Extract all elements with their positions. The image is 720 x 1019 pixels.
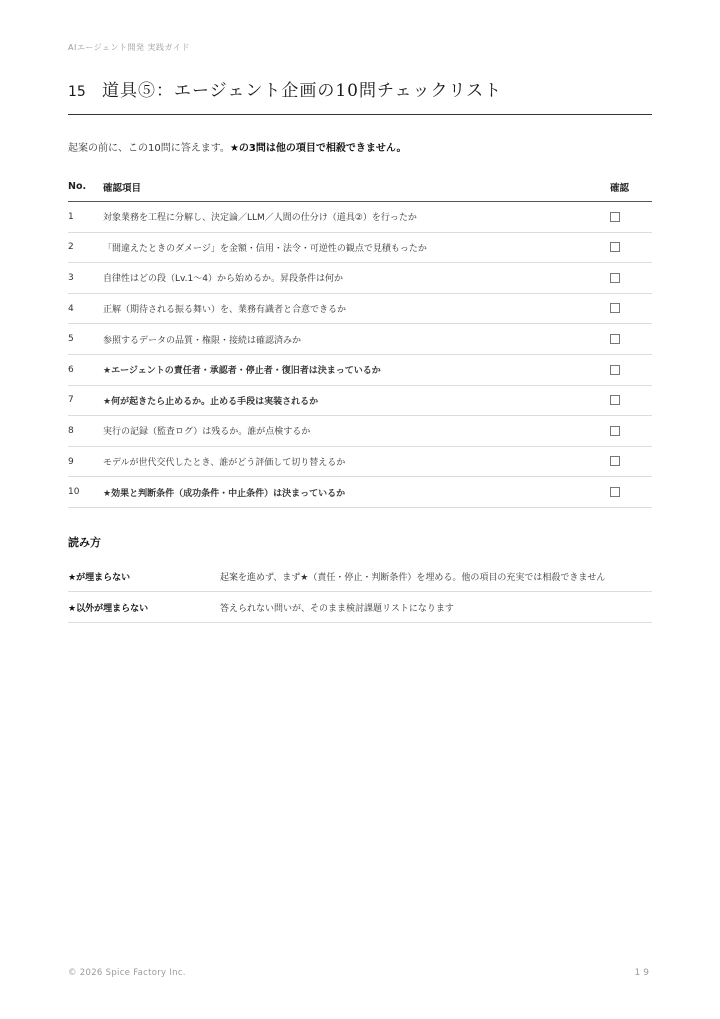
checkbox[interactable] xyxy=(610,303,620,313)
row-question: モデルが世代交代したとき、誰がどう評価して切り替えるか xyxy=(103,446,610,477)
page-title xyxy=(68,76,502,101)
checklist-header-row xyxy=(68,172,652,202)
checklist-row xyxy=(68,202,652,233)
row-checkbox-cell xyxy=(610,477,652,508)
row-question: 対象業務を工程に分解し、決定論／LLM／人間の仕分け（道具②）を行ったか xyxy=(103,202,610,233)
title-divider xyxy=(68,114,652,115)
checkbox[interactable] xyxy=(610,426,620,436)
checklist-table xyxy=(68,172,652,508)
checkbox[interactable] xyxy=(610,242,620,252)
row-question: ★何が起きたら止めるか。止める手段は実装されるか xyxy=(103,385,610,416)
row-checkbox-cell xyxy=(610,385,652,416)
row-checkbox-cell xyxy=(610,416,652,447)
reading-heading: 読み方 xyxy=(68,536,101,549)
row-question: 正解（期待される振る舞い）を、業務有識者と合意できるか xyxy=(103,293,610,324)
checklist-row xyxy=(68,232,652,263)
row-number: 7 xyxy=(68,385,103,416)
chapter-number: 15 xyxy=(68,84,86,100)
reading-row xyxy=(68,561,652,592)
checklist-row xyxy=(68,416,652,447)
row-number: 6 xyxy=(68,354,103,385)
checklist-row xyxy=(68,354,652,385)
row-number: 4 xyxy=(68,293,103,324)
running-header: AIエージェント開発 実践ガイド xyxy=(68,43,190,52)
checklist-row xyxy=(68,385,652,416)
reading-table xyxy=(68,561,652,623)
page-number: 19 xyxy=(634,968,652,978)
reading-key: ★以外が埋まらない xyxy=(68,592,220,623)
col-confirm-header: 確認 xyxy=(610,172,652,202)
row-checkbox-cell xyxy=(610,263,652,294)
checkbox[interactable] xyxy=(610,365,620,375)
checkbox[interactable] xyxy=(610,487,620,497)
checkbox[interactable] xyxy=(610,456,620,466)
row-checkbox-cell xyxy=(610,232,652,263)
row-question: ★効果と判断条件（成功条件・中止条件）は決まっているか xyxy=(103,477,610,508)
row-question: 参照するデータの品質・権限・接続は確認済みか xyxy=(103,324,610,355)
row-question: 「間違えたときのダメージ」を金額・信用・法令・可逆性の観点で見積もったか xyxy=(103,232,610,263)
row-checkbox-cell xyxy=(610,446,652,477)
checklist-row xyxy=(68,293,652,324)
col-no-header: No. xyxy=(68,172,103,202)
checklist-row xyxy=(68,324,652,355)
checkbox[interactable] xyxy=(610,395,620,405)
reading-value: 答えられない問いが、そのまま検討課題リストになります xyxy=(220,592,652,623)
checkbox[interactable] xyxy=(610,273,620,283)
copyright: © 2026 Spice Factory Inc. xyxy=(68,968,186,978)
row-checkbox-cell xyxy=(610,293,652,324)
checklist-row xyxy=(68,446,652,477)
row-question: 実行の記録（監査ログ）は残るか。誰が点検するか xyxy=(103,416,610,447)
row-checkbox-cell xyxy=(610,354,652,385)
reading-key: ★が埋まらない xyxy=(68,561,220,592)
title-text: 道具⑤：エージェント企画の10問チェックリスト xyxy=(102,81,503,101)
checklist-row xyxy=(68,477,652,508)
row-question: 自律性はどの段（Lv.1〜4）から始めるか。昇段条件は何か xyxy=(103,263,610,294)
intro-bold: ★の3問は他の項目で相殺できません。 xyxy=(229,143,407,154)
reading-row xyxy=(68,592,652,623)
row-question: ★エージェントの責任者・承認者・停止者・復旧者は決まっているか xyxy=(103,354,610,385)
row-number: 2 xyxy=(68,232,103,263)
row-number: 9 xyxy=(68,446,103,477)
row-checkbox-cell xyxy=(610,202,652,233)
col-item-header: 確認項目 xyxy=(103,172,610,202)
row-number: 5 xyxy=(68,324,103,355)
intro-text: 起案の前に、この10問に答えます。 xyxy=(68,143,230,154)
intro-paragraph xyxy=(68,139,406,154)
row-number: 3 xyxy=(68,263,103,294)
reading-value: 起案を進めず、まず★（責任・停止・判断条件）を埋める。他の項目の充実では相殺できません xyxy=(220,561,652,592)
checklist-row xyxy=(68,263,652,294)
row-checkbox-cell xyxy=(610,324,652,355)
row-number: 10 xyxy=(68,477,103,508)
checkbox[interactable] xyxy=(610,334,620,344)
checkbox[interactable] xyxy=(610,212,620,222)
row-number: 8 xyxy=(68,416,103,447)
row-number: 1 xyxy=(68,202,103,233)
